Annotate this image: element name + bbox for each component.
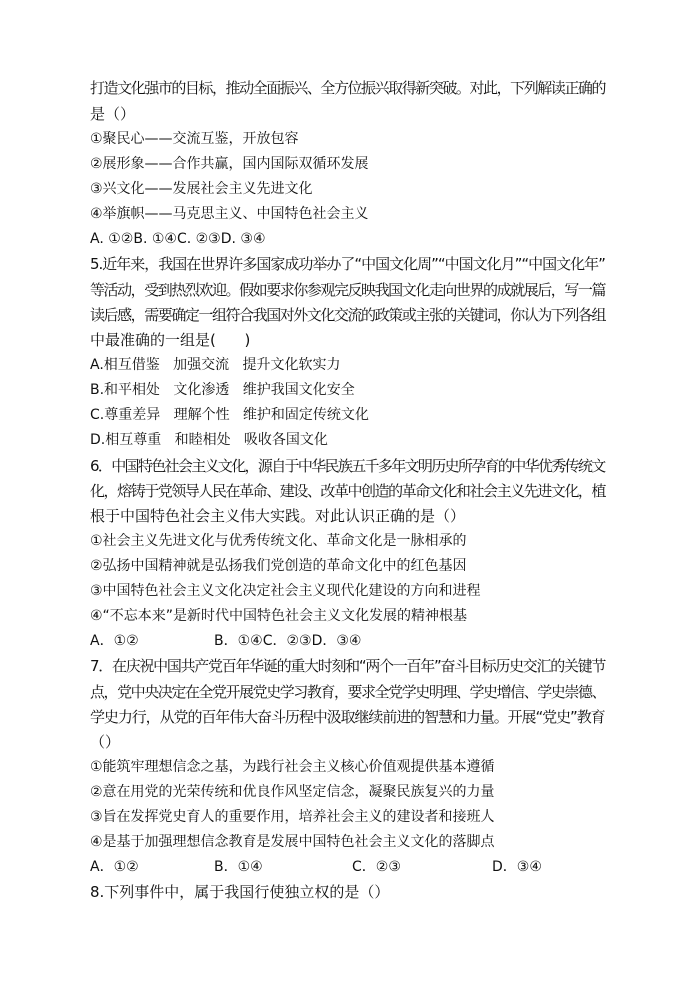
q4-item-3: ③兴文化——发展社会主义先进文化 — [90, 181, 313, 197]
q5-option-a: A.相互借鉴 加强交流 提升文化软实力 — [90, 357, 341, 373]
q7-option-d: D．③④ — [492, 859, 542, 875]
q6-item-4: ④“不忘本来”是新时代中国特色社会主义文化发展的精神根基 — [90, 608, 468, 624]
q7-option-b: B．①④ — [214, 859, 263, 875]
q7-option-a: A．①② — [90, 859, 139, 875]
q7-stem-line-4: （） — [90, 733, 121, 751]
q5-stem-line-3: 读后感，需要确定一组符合我国对外文化交流的政策或主张的关键词，你认为下列各组 — [90, 306, 606, 324]
q5-stem-line-1: 5.近年来，我国在世界许多国家成功举办了“中国文化周”“中国文化月”“中国文化年” — [90, 255, 605, 273]
q6-options — [90, 631, 610, 651]
q4-options: A. ①②B. ①④C. ②③D. ③④ — [90, 231, 266, 247]
q6-option-rest: B．①④C．②③D．③④ — [214, 633, 362, 649]
q5-stem-line-4: 中最准确的一组是( ) — [90, 331, 251, 349]
q5-stem-line-2: 等活动，受到热烈欢迎。假如要求你参观完反映我国文化走向世界的成就展后，写一篇 — [90, 281, 606, 299]
q7-item-3: ③旨在发挥党史育人的重要作用，培养社会主义的建设者和接班人 — [90, 809, 495, 825]
q7-item-2: ②意在用党的光荣传统和优良作风坚定信念，凝聚民族复兴的力量 — [90, 784, 495, 800]
q7-stem-line-1: 7．在庆祝中国共产党百年华诞的重大时刻和“两个一百年”奋斗目标历史交汇的关键节 — [90, 657, 606, 675]
q6-item-3: ③中国特色社会主义文化决定社会主义现代化建设的方向和进程 — [90, 583, 481, 599]
q7-options — [90, 857, 610, 877]
q4-item-2: ②展形象——合作共赢，国内国际双循环发展 — [90, 156, 369, 172]
q4-stem-line-1: 打造文化强市的目标，推动全面振兴、全方位振兴取得新突破。对此，下列解读正确的 — [90, 79, 606, 97]
q6-item-2: ②弘扬中国精神就是弘扬我们党创造的革命文化中的红色基因 — [90, 558, 467, 574]
q6-option-a: A．①② — [90, 633, 139, 649]
q6-stem-line-1: 6．中国特色社会主义文化，源自于中华民族五千多年文明历史所孕育的中华优秀传统文 — [90, 457, 605, 475]
q4-item-4: ④举旗帜——马克思主义、中国特色社会主义 — [90, 206, 369, 222]
q5-option-b: B.和平相处 文化渗透 维护我国文化安全 — [90, 382, 355, 398]
q8-stem: 8.下列事件中，属于我国行使独立权的是（） — [90, 883, 390, 901]
q5-option-d: D.相互尊重 和睦相处 吸收各国文化 — [90, 432, 328, 448]
q6-stem-line-2: 化，熔铸于党领导人民在革命、建设、改革中创造的革命文化和社会主义先进文化，植 — [90, 482, 606, 500]
q7-stem-line-3: 学史力行，从党的百年伟大奋斗历程中汲取继续前进的智慧和力量。开展“党史”教育 — [90, 708, 605, 726]
q4-item-1: ①聚民心——交流互鉴，开放包容 — [90, 131, 299, 147]
q4-stem-line-2: 是（） — [90, 105, 136, 123]
q7-stem-line-2: 点，党中央决定在全党开展党史学习教育，要求全党学史明理、学史增信、学史崇德、 — [90, 683, 606, 701]
q6-stem-line-3: 根于中国特色社会主义伟大实践。对此认识正确的是（） — [90, 507, 466, 525]
q6-item-1: ①社会主义先进文化与优秀传统文化、革命文化是一脉相承的 — [90, 533, 467, 549]
q7-item-1: ①能筑牢理想信念之基，为践行社会主义核心价值观提供基本遵循 — [90, 759, 495, 775]
q7-item-4: ④是基于加强理想信念教育是发展中国特色社会主义文化的落脚点 — [90, 834, 495, 850]
q5-option-c: C.尊重差异 理解个性 维护和固定传统文化 — [90, 407, 369, 423]
q7-option-c: C．②③ — [352, 859, 401, 875]
